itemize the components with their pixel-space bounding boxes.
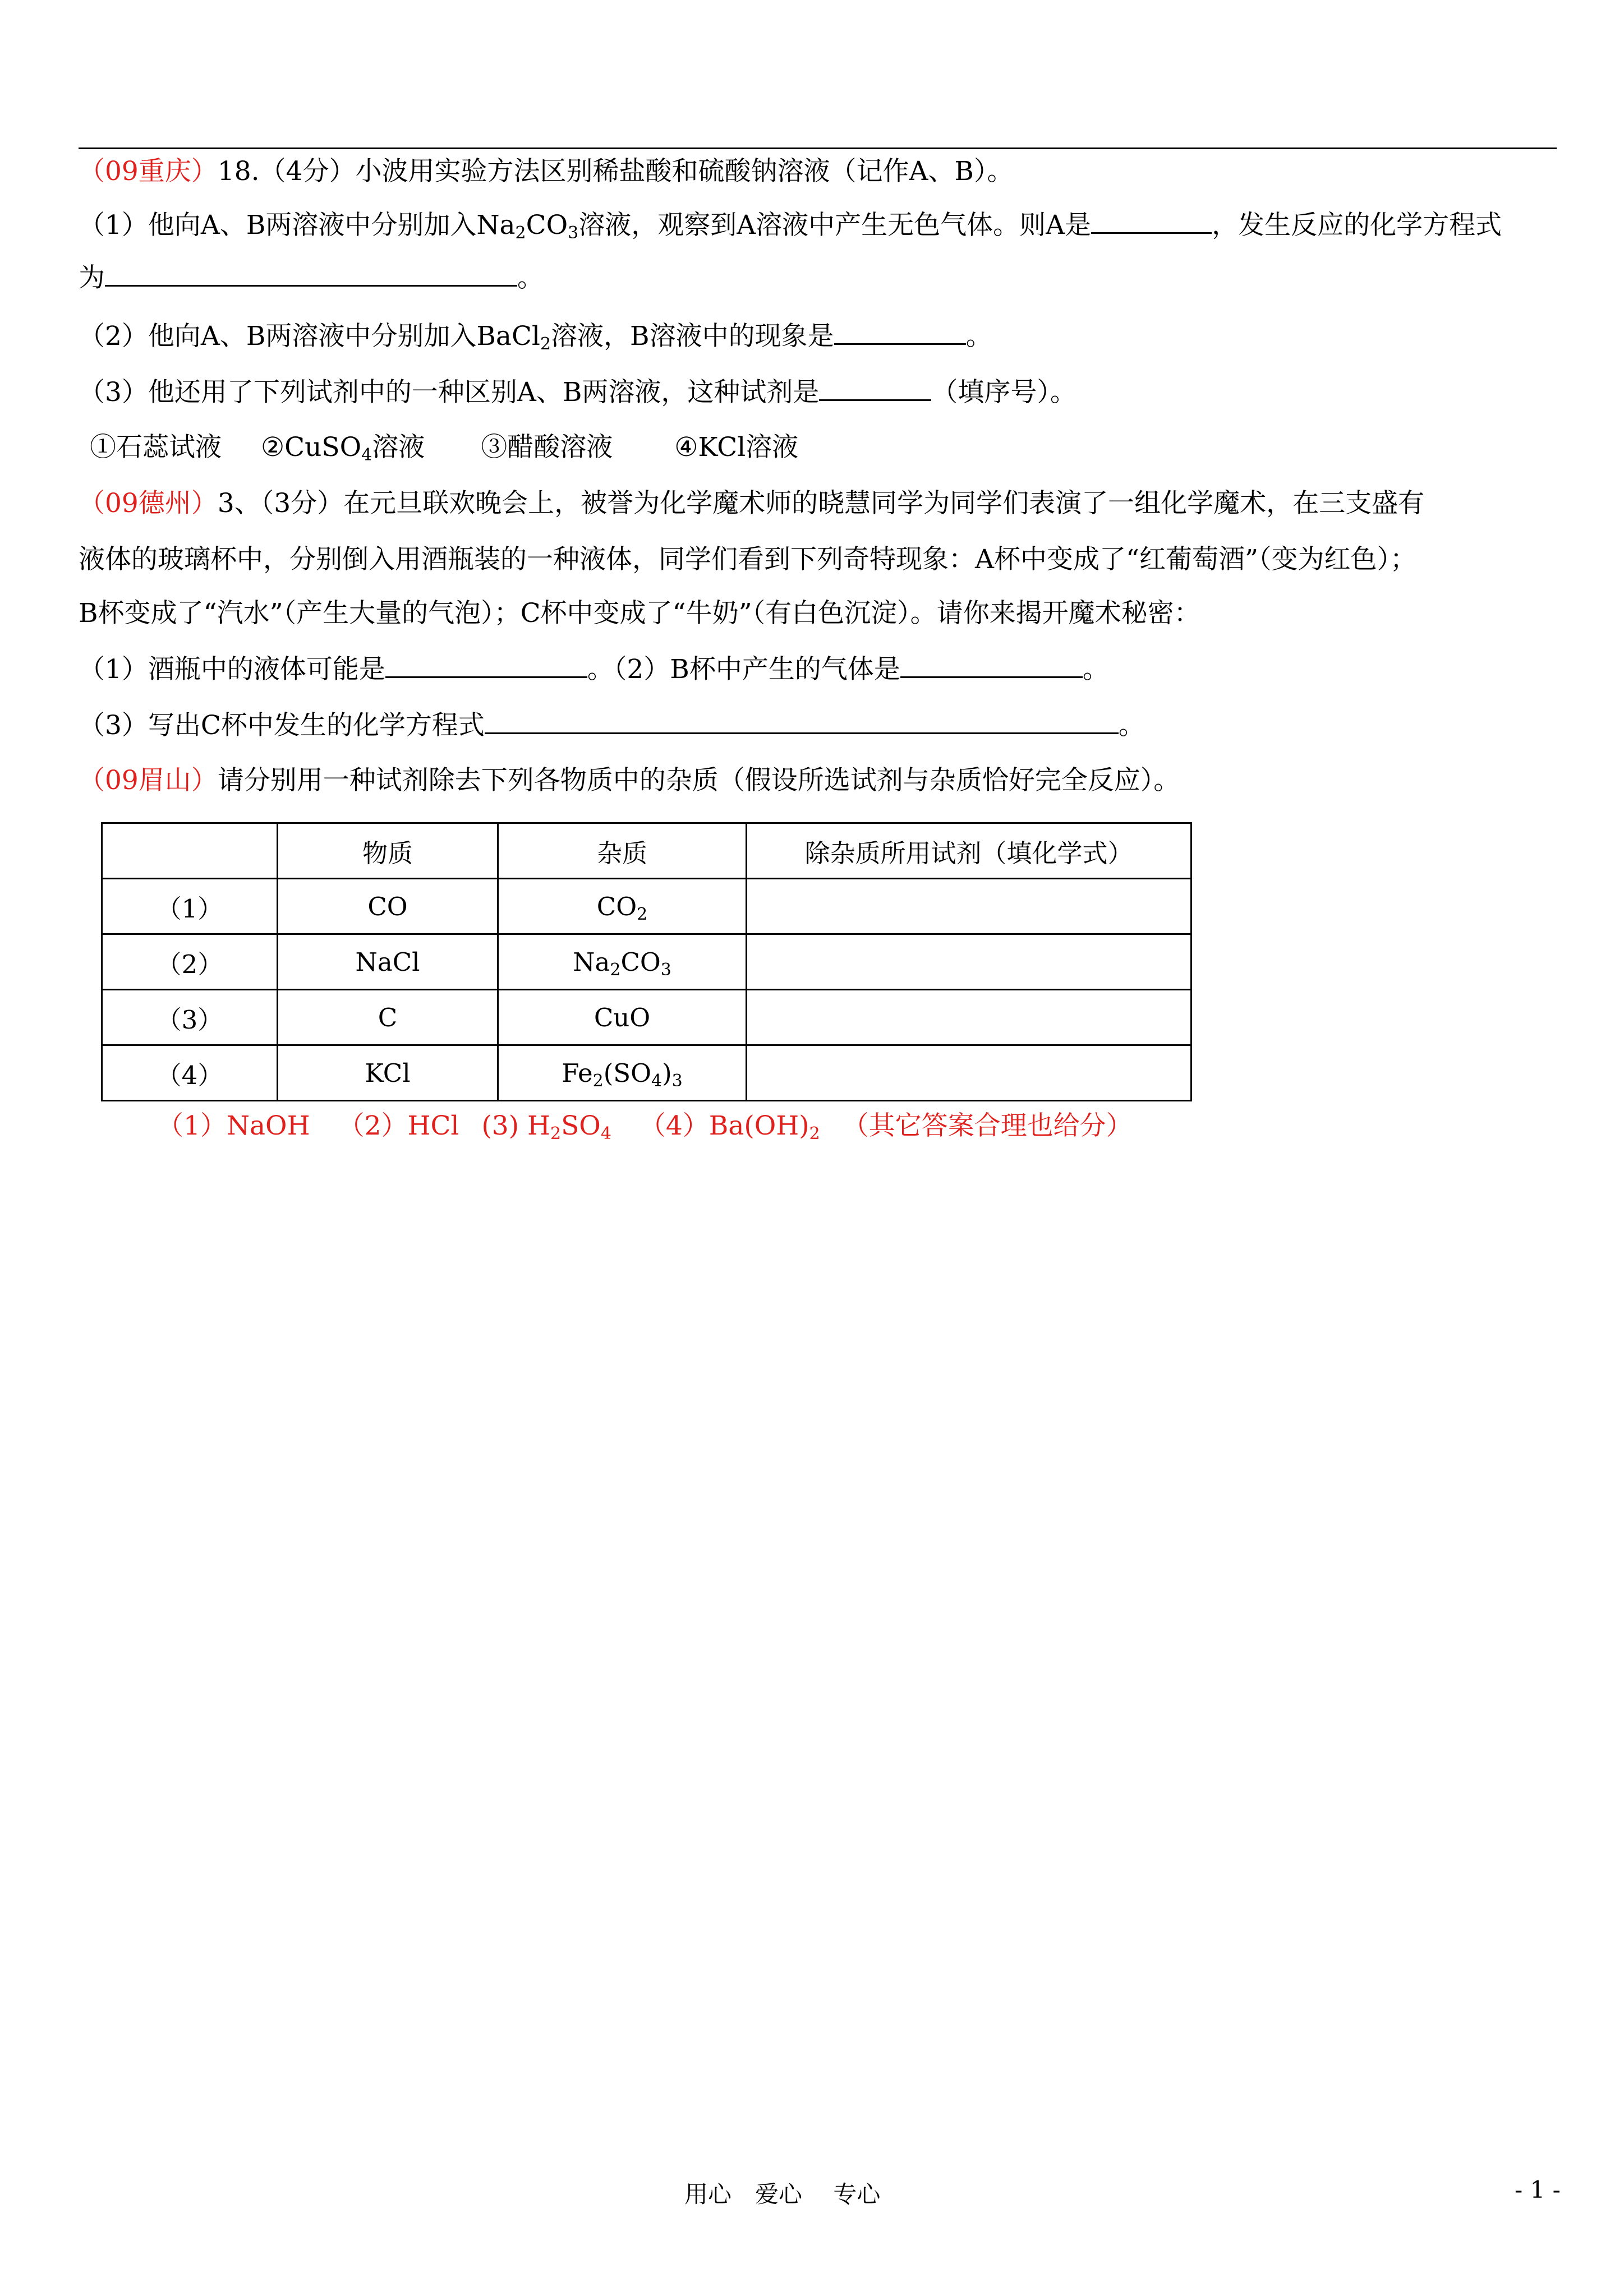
subscript: 2 xyxy=(540,334,551,354)
answer-3: (3) H xyxy=(481,1110,550,1141)
q2-text: 。 xyxy=(1082,654,1109,685)
q1-part3-line xyxy=(79,375,1076,409)
q2-text: 。（2）B杯中产生的气体是 xyxy=(587,654,900,685)
q1-part2-line xyxy=(79,319,992,353)
q1-title: 18.（4分）小波用实验方法区别稀盐酸和硫酸钠溶液（记作A、B）。 xyxy=(217,156,1014,187)
answer-4: （4）Ba(OH) xyxy=(639,1110,809,1141)
option-4: ④KCl溶液 xyxy=(674,432,799,463)
q1-p1-text: 。 xyxy=(517,262,544,293)
q2-line-1 xyxy=(79,487,1424,520)
table-header-cell: 除杂质所用试剂（填化学式） xyxy=(747,823,1191,879)
subscript: 4 xyxy=(361,445,372,465)
option-3: ③醋酸溶液 xyxy=(481,432,613,463)
row-number: （2） xyxy=(102,934,278,990)
q2-text: （1）酒瓶中的液体可能是 xyxy=(79,654,385,685)
formula-part: CO xyxy=(620,947,661,977)
answer-blank[interactable] xyxy=(1091,208,1212,234)
answer-1: （1）NaOH xyxy=(157,1110,310,1141)
formula-part: (SO xyxy=(603,1058,652,1088)
table-row xyxy=(102,990,1191,1045)
subscript: 2 xyxy=(809,1124,820,1144)
answer-blank[interactable] xyxy=(834,319,966,345)
subscript: 2 xyxy=(592,1071,604,1091)
table-header-cell xyxy=(102,823,278,879)
reagent-answer-cell[interactable] xyxy=(747,1045,1191,1101)
answer-blank[interactable] xyxy=(485,708,1119,734)
q2-line-5 xyxy=(79,708,1145,743)
option-1: ①石蕊试液 xyxy=(90,432,222,463)
formula-part: Fe xyxy=(562,1058,593,1088)
q1-p2-text: 。 xyxy=(965,321,992,352)
option-2: ②CuSO xyxy=(261,432,362,463)
formula-part: CO xyxy=(596,891,637,921)
answer-note: （其它答案合理也给分） xyxy=(842,1110,1133,1141)
impurity-cell: CuO xyxy=(498,990,747,1045)
q2-line-4 xyxy=(79,652,1109,686)
table-header-cell: 杂质 xyxy=(498,823,747,879)
q2-text: （3）写出C杯中发生的化学方程式 xyxy=(79,710,485,741)
subscript: 2 xyxy=(515,223,526,243)
q2-line-3 xyxy=(79,597,1200,630)
page-number: - 1 - xyxy=(1515,2176,1561,2203)
q1-options-line xyxy=(90,431,798,464)
impurity-table xyxy=(101,822,1192,1101)
q1-p2-text: 溶液，B溶液中的现象是 xyxy=(551,321,834,352)
reagent-answer-cell[interactable] xyxy=(747,879,1191,934)
q1-title-line xyxy=(79,155,1013,188)
q3-source: （09眉山） xyxy=(79,765,218,796)
subscript: 4 xyxy=(651,1071,663,1091)
subscript: 3 xyxy=(568,223,579,243)
substance-cell: KCl xyxy=(278,1045,498,1101)
formula-part: ) xyxy=(662,1058,672,1088)
header-rule xyxy=(79,147,1557,149)
table-header-cell: 物质 xyxy=(278,823,498,879)
q3-line xyxy=(79,764,1180,797)
q2-text: 液体的玻璃杯中，分别倒入用酒瓶装的一种液体，同学们看到下列奇特现象：A杯中变成了“红葡萄酒”（变为红色）； xyxy=(79,544,1416,575)
q1-p3-text: （3）他还用了下列试剂中的一种区别A、B两溶液，这种试剂是 xyxy=(79,377,820,408)
substance-cell: CO xyxy=(278,879,498,934)
subscript: 3 xyxy=(671,1071,683,1091)
option-2: 溶液 xyxy=(372,432,425,463)
impurity-cell xyxy=(498,934,747,990)
substance-cell: C xyxy=(278,990,498,1045)
q1-part1-line xyxy=(79,208,1502,242)
table-row xyxy=(102,879,1191,934)
q1-p3-text: （填序号）。 xyxy=(931,377,1076,408)
q1-source: （09重庆） xyxy=(79,156,218,187)
answer-blank[interactable] xyxy=(900,652,1083,678)
q1-p1-text: 溶液，观察到A溶液中产生无色气体。则A是 xyxy=(578,210,1092,241)
q2-text: 3、（3分）在元旦联欢晚会上，被誉为化学魔术师的晓慧同学为同学们表演了一组化学魔术，在三支盛有 xyxy=(217,488,1425,519)
q2-text: 。 xyxy=(1118,710,1145,741)
table-row xyxy=(102,934,1191,990)
table-header-row xyxy=(102,823,1191,879)
reagent-answer-cell[interactable] xyxy=(747,990,1191,1045)
reagent-answer-cell[interactable] xyxy=(747,934,1191,990)
subscript: 2 xyxy=(637,904,648,924)
q1-p1-text: 为 xyxy=(79,262,105,293)
table-row xyxy=(102,1045,1191,1101)
q2-line-2 xyxy=(79,543,1416,577)
answer-blank[interactable] xyxy=(819,375,931,401)
q1-p2-text: （2）他向A、B两溶液中分别加入BaCl xyxy=(79,321,540,352)
impurity-cell xyxy=(498,879,747,934)
answer-line xyxy=(157,1109,1133,1143)
subscript: 3 xyxy=(660,960,671,980)
answer-blank[interactable] xyxy=(385,652,587,678)
q1-p1-text: （1）他向A、B两溶液中分别加入Na xyxy=(79,210,516,241)
q2-source: （09德州） xyxy=(79,488,218,519)
impurity-cell xyxy=(498,1045,747,1101)
formula-part: Na xyxy=(573,947,610,977)
row-number: （1） xyxy=(102,879,278,934)
q1-p1-text: CO xyxy=(526,210,568,241)
q1-p1-text: ，发生反应的化学方程式 xyxy=(1212,210,1502,241)
answer-3: SO xyxy=(561,1110,601,1141)
substance-cell: NaCl xyxy=(278,934,498,990)
subscript: 2 xyxy=(550,1124,562,1144)
q2-text: B杯变成了“汽水”（产生大量的气泡）；C杯中变成了“牛奶”（有白色沉淀）。请你来揭开魔术秘密： xyxy=(79,598,1200,629)
q3-text: 请分别用一种试剂除去下列各物质中的杂质（假设所选试剂与杂质恰好完全反应）。 xyxy=(217,765,1180,796)
row-number: （3） xyxy=(102,990,278,1045)
row-number: （4） xyxy=(102,1045,278,1101)
footer-center: 用心 爱心 专心 xyxy=(684,2180,881,2208)
subscript: 2 xyxy=(610,960,621,980)
answer-blank[interactable] xyxy=(105,260,517,287)
q1-part1-cont-line xyxy=(79,260,544,295)
subscript: 4 xyxy=(600,1124,611,1144)
answer-2: （2）HCl xyxy=(338,1110,459,1141)
